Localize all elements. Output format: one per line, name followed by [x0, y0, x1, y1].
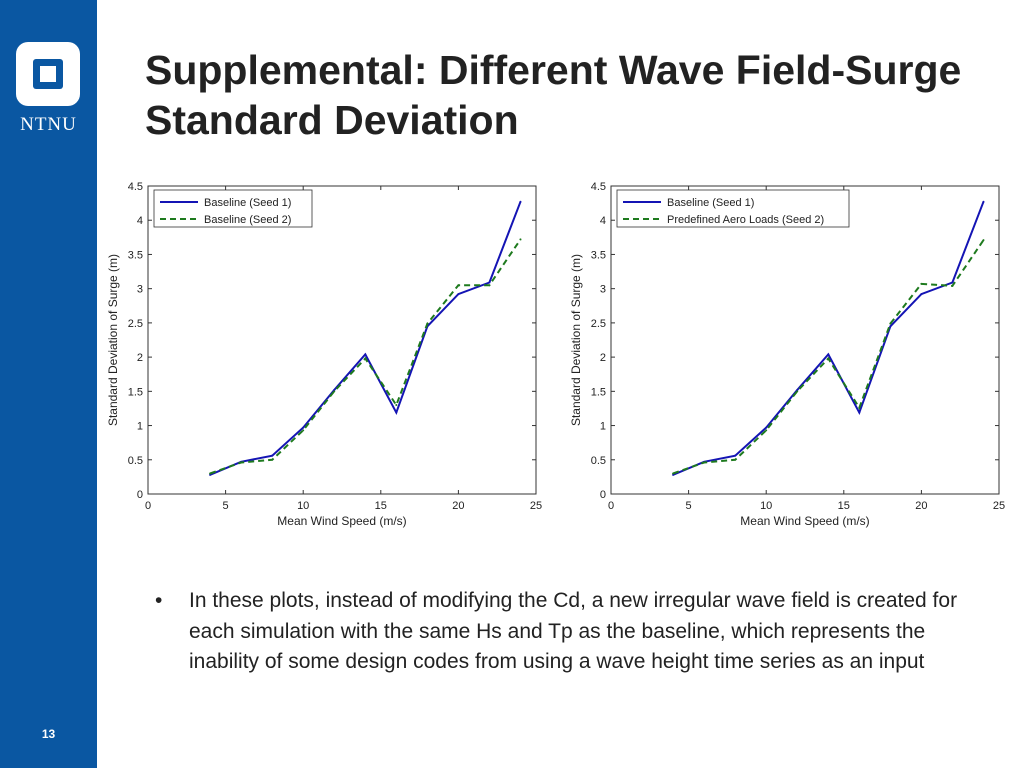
data-point	[920, 283, 922, 285]
y-tick-label: 1	[136, 420, 143, 433]
legend-label: Baseline (Seed 1)	[204, 197, 292, 209]
x-tick-label: 5	[222, 500, 229, 512]
data-point	[920, 293, 922, 295]
sidebar	[0, 0, 97, 768]
y-tick-label: 2.5	[127, 317, 143, 330]
x-tick-label: 15	[837, 500, 850, 512]
x-tick-label: 20	[915, 500, 928, 512]
data-point	[302, 427, 304, 429]
data-point	[457, 293, 459, 295]
data-point	[519, 238, 521, 240]
data-point	[209, 472, 211, 474]
data-point	[858, 407, 860, 409]
y-tick-label: 2	[136, 352, 143, 365]
x-tick-label: 20	[452, 500, 465, 512]
data-point	[982, 239, 984, 241]
data-point	[796, 390, 798, 392]
data-point	[827, 353, 829, 355]
plot-frame	[611, 186, 999, 494]
x-tick-label: 10	[297, 500, 310, 512]
y-axis-label: Standard Deviation of Surge (m)	[106, 253, 120, 427]
legend-label: Baseline (Seed 1)	[667, 197, 755, 209]
y-tick-label: 0.5	[590, 454, 606, 467]
x-axis-label: Mean Wind Speed (m/s)	[277, 514, 407, 528]
data-point	[488, 284, 490, 286]
data-point	[364, 353, 366, 355]
y-axis-label: Standard Deviation of Surge (m)	[569, 253, 583, 427]
data-point	[703, 462, 705, 464]
y-tick-label: 1	[599, 420, 606, 433]
data-point	[889, 325, 891, 327]
chart-right	[563, 172, 1013, 532]
data-point	[271, 459, 273, 461]
y-tick-label: 3	[599, 283, 606, 296]
x-tick-label: 10	[760, 500, 773, 512]
data-point	[240, 462, 242, 464]
y-tick-label: 1.5	[127, 386, 143, 399]
data-point	[734, 459, 736, 461]
logo-square-icon	[33, 59, 63, 89]
slide-title: Supplemental: Different Wave Field-Surge Standard Deviation	[145, 47, 962, 143]
x-axis-label: Mean Wind Speed (m/s)	[740, 514, 870, 528]
legend-label: Baseline (Seed 2)	[204, 214, 292, 226]
x-tick-label: 0	[144, 500, 152, 512]
data-point	[951, 285, 953, 287]
data-point	[982, 201, 984, 203]
data-point	[734, 455, 736, 457]
chart-right-svg	[563, 172, 1013, 532]
chart-left	[100, 172, 550, 532]
data-point	[457, 284, 459, 286]
data-point	[302, 429, 304, 431]
y-tick-label: 4.5	[590, 181, 606, 193]
data-point	[364, 357, 366, 359]
y-tick-label: 3	[136, 283, 143, 296]
data-point	[765, 429, 767, 431]
plot-frame	[148, 186, 536, 494]
logo-text: NTNU	[20, 114, 77, 135]
chart-left-svg	[100, 172, 550, 532]
data-point	[426, 323, 428, 325]
data-point	[827, 357, 829, 359]
data-point	[765, 427, 767, 429]
y-tick-label: 3.5	[127, 249, 143, 262]
data-point	[858, 412, 860, 414]
x-tick-label: 5	[685, 500, 692, 512]
y-tick-label: 2	[599, 352, 606, 365]
y-tick-label: 2.5	[590, 317, 606, 330]
y-tick-label: 4.5	[127, 181, 143, 193]
data-point	[488, 282, 490, 284]
data-point	[395, 412, 397, 414]
y-tick-label: 3.5	[590, 249, 606, 262]
x-tick-label: 15	[374, 500, 387, 512]
bullet-dot: •	[155, 589, 163, 612]
page-number: 13	[41, 727, 56, 741]
y-tick-label: 4	[136, 215, 143, 228]
y-tick-label: 0	[136, 489, 143, 501]
data-point	[395, 404, 397, 406]
bullet-text: In these plots, instead of modifying the Cd, a new irregular wave field is created for each simulation with the same Hs and Tp as the baseline, which represents the inability of some design codes from using a wave height time series as an input	[189, 589, 958, 673]
data-point	[271, 455, 273, 457]
legend-label: Predefined Aero Loads (Seed 2)	[667, 214, 825, 226]
x-tick-label: 0	[607, 500, 615, 512]
data-point	[672, 472, 674, 474]
y-tick-label: 1.5	[590, 386, 606, 399]
data-point	[889, 323, 891, 325]
x-tick-label: 25	[529, 500, 543, 512]
data-point	[333, 390, 335, 392]
y-tick-label: 0	[599, 489, 606, 501]
x-tick-label: 25	[992, 500, 1006, 512]
y-tick-label: 0.5	[127, 454, 143, 467]
data-point	[519, 201, 521, 203]
ntnu-logo	[16, 42, 80, 106]
y-tick-label: 4	[599, 215, 606, 228]
